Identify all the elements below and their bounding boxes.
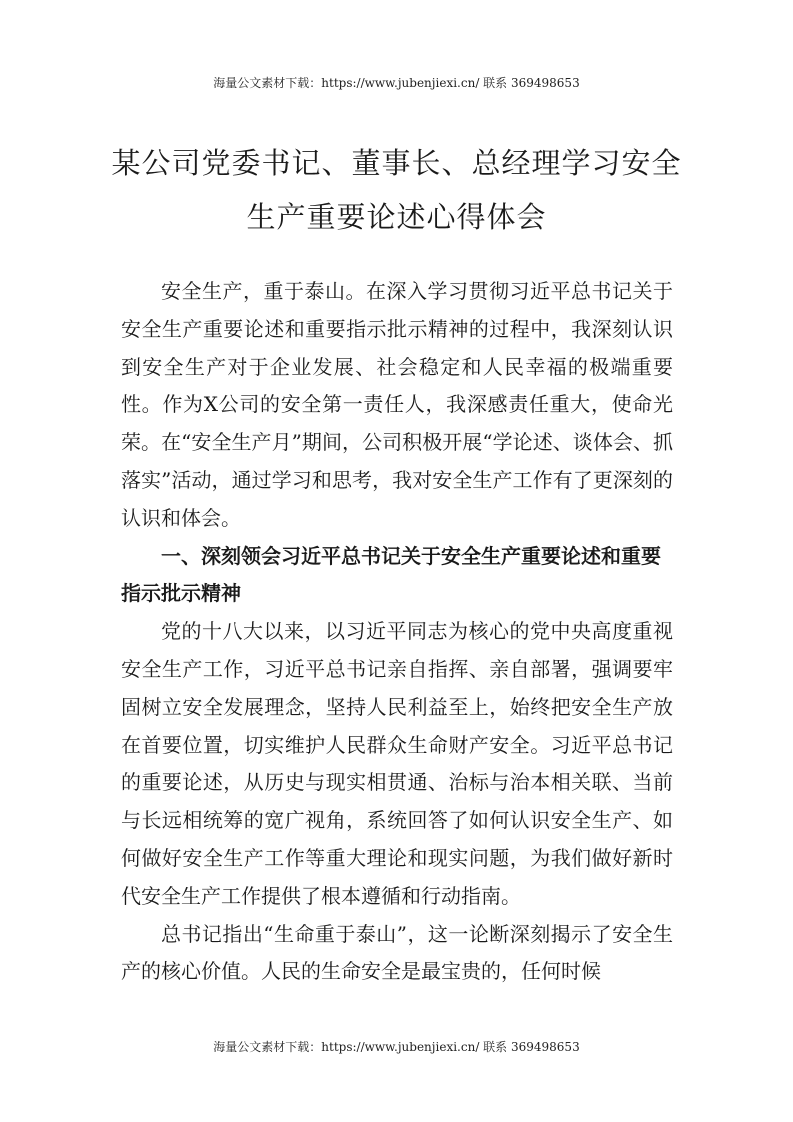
title-line-2: 生产重要论述心得体会	[246, 200, 547, 234]
title-line-1: 某公司党委书记、董事长、总经理学习安全	[111, 146, 682, 180]
paragraph-section-1-cont: 总书记指出“生命重于泰山”，这一论断深刻揭示了安全生产的核心价值。人民的生命安全是最宝贵的，任何时候	[121, 921, 673, 984]
section-heading-1: 一、深刻领会习近平总书记关于安全生产重要论述和重要指示批示精神	[121, 543, 661, 606]
paragraph-section-1: 党的十八大以来，以习近平同志为核心的党中央高度重视安全生产工作，习近平总书记亲自指挥、亲自部署，强调要牢固树立安全发展理念，坚持人民利益至上，始终把安全生产放在首要位置，切实维护人民群众生命财产安全。习近平总书记的重要论述，从历史与现实相贯通、治标与治本相关联、当前与长远相统筹的宽广视角，系统回答了如何认识安全生产、如何做好安全生产工作等重大理论和现实问题，为我们做好新时代安全生产工作提供了根本遵循和行动指南。	[121, 619, 673, 908]
page-footer: 海量公文素材下载：https://www.jubenjiexi.cn/ 联系 369498653	[213, 1040, 580, 1054]
page-header: 海量公文素材下载：https://www.jubenjiexi.cn/ 联系 369498653	[213, 76, 580, 90]
document-title	[100, 136, 693, 244]
paragraph-intro: 安全生产，重于泰山。在深入学习贯彻习近平总书记关于安全生产重要论述和重要指示批示精神的过程中，我深刻认识到安全生产对于企业发展、社会稳定和人民幸福的极端重要性。作为X公司的安全第一责任人，我深感责任重大，使命光荣。在“安全生产月”期间，公司积极开展“学论述、谈体会、抓落实”活动，通过学习和思考，我对安全生产工作有了更深刻的认识和体会。	[121, 279, 673, 530]
document-body	[121, 273, 673, 991]
